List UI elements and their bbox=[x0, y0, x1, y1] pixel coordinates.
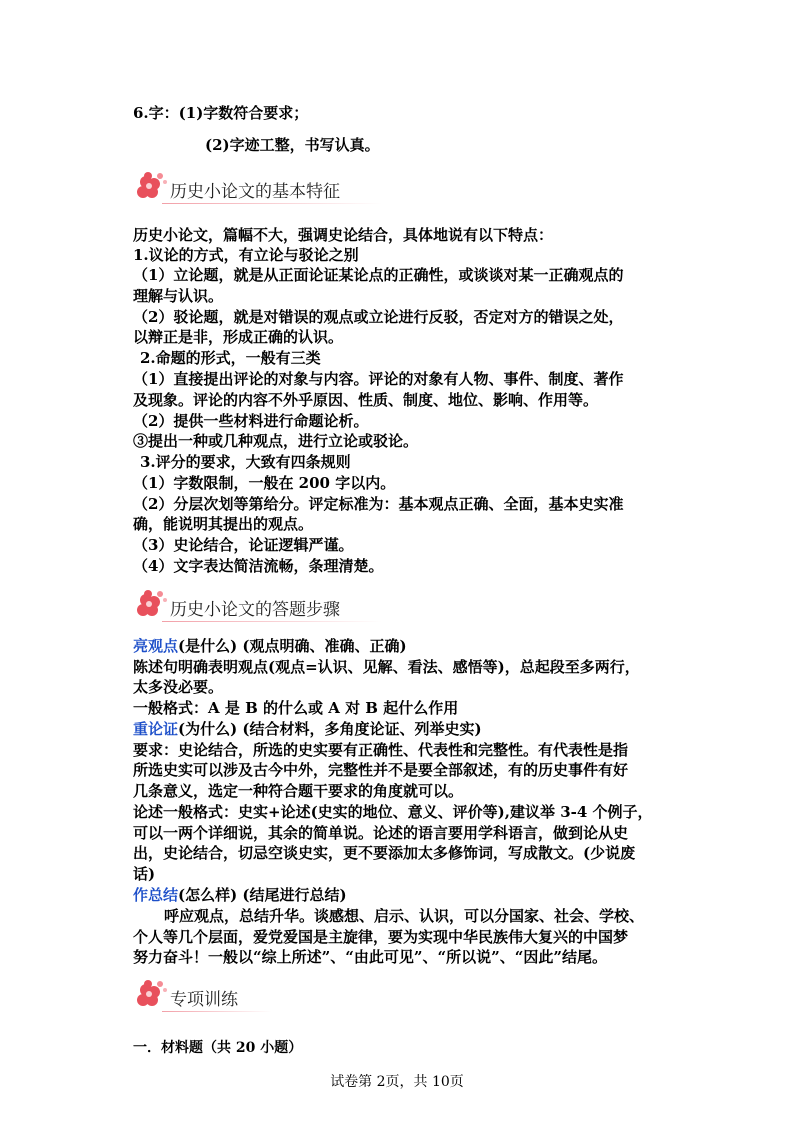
section-divider bbox=[162, 203, 382, 204]
question-section-title: 一．材料题（共 20 小题） bbox=[133, 1040, 303, 1056]
body-line: 1.议论的方式，有立论与驳论之别 bbox=[133, 246, 359, 264]
body-line: （2）分层次划等第给分。评定标准为：基本观点正确、全面，基本史实准 bbox=[133, 495, 624, 513]
step-keyword: 作总结 bbox=[133, 886, 179, 904]
step-heading bbox=[133, 635, 407, 657]
section-divider bbox=[162, 1011, 272, 1012]
body-line: 话) bbox=[133, 865, 156, 883]
body-line: 历史小论文，篇幅不大，强调史论结合，具体地说有以下特点： bbox=[133, 226, 554, 244]
body-line: （2）提供一些材料进行命题论析。 bbox=[133, 412, 369, 430]
flower-icon bbox=[132, 978, 172, 1014]
body-line: （3）史论结合，论证逻辑严谨。 bbox=[133, 536, 354, 554]
step-keyword: 亮观点 bbox=[133, 637, 179, 655]
step-keyword: 重论证 bbox=[133, 720, 179, 738]
section-header-steps bbox=[132, 588, 472, 624]
body-line: 一般格式：A 是 B 的什么或 A 对 B 起什么作用 bbox=[133, 699, 459, 717]
section-title: 历史小论文的答题步骤 bbox=[170, 600, 340, 620]
section-divider bbox=[162, 621, 382, 622]
body-line: （4）文字表达简洁流畅，条理清楚。 bbox=[133, 557, 384, 575]
body-line: （2）驳论题，就是对错误的观点或立论进行反驳，否定对方的错误之处， bbox=[133, 308, 624, 326]
body-line: 几条意义，选定一种符合题干要求的角度就可以。 bbox=[133, 782, 464, 800]
criterion-line: 6.字：(1)字数符合要求； bbox=[133, 104, 309, 122]
flower-icon bbox=[132, 588, 172, 624]
body-line: 及现象。评论的内容不外乎原因、性质、制度、地位、影响、作用等。 bbox=[133, 391, 599, 409]
step-heading bbox=[133, 884, 347, 906]
body-line: 出，史论结合，切忌空谈史实，更不要添加太多修饰词，写成散文。(少说废 bbox=[133, 844, 636, 862]
body-line: 太多没必要。 bbox=[133, 678, 224, 696]
body-line: （1）立论题，就是从正面论证某论点的正确性，或谈谈对某一正确观点的 bbox=[133, 266, 624, 284]
page-footer: 试卷第 2页，共 10页 bbox=[330, 1074, 464, 1090]
body-line: 3.评分的要求，大致有四条规则 bbox=[140, 453, 351, 471]
body-line: 努力奋斗！一般以“综上所述”、“由此可见”、“所以说”、“因此”结尾。 bbox=[133, 948, 608, 966]
section-title: 专项训练 bbox=[170, 990, 238, 1010]
body-line: 个人等几个层面，爱党爱国是主旋律，要为实现中华民族伟大复兴的中国梦 bbox=[133, 928, 629, 946]
section-header-training bbox=[132, 978, 472, 1014]
step-heading-rest: (是什么) (观点明确、准确、正确) bbox=[178, 637, 407, 655]
flower-icon bbox=[132, 170, 172, 206]
step-heading-rest: (怎么样) (结尾进行总结) bbox=[178, 886, 347, 904]
body-line: ③提出一种或几种观点，进行立论或驳论。 bbox=[133, 432, 419, 450]
criterion-line: (2)字迹工整，书写认真。 bbox=[205, 136, 380, 154]
body-line: （1）字数限制，一般在 200 字以内。 bbox=[133, 474, 396, 492]
section-header-features bbox=[132, 170, 472, 206]
body-line: 确，能说明其提出的观点。 bbox=[133, 515, 314, 533]
section-title: 历史小论文的基本特征 bbox=[170, 182, 340, 202]
body-line: 可以一两个详细说，其余的简单说。论述的语言要用学科语言，做到论从史 bbox=[133, 824, 629, 842]
body-line: （1）直接提出评论的对象与内容。评论的对象有人物、事件、制度、著作 bbox=[133, 370, 624, 388]
body-line: 所选史实可以涉及古今中外，完整性并不是要全部叙述，有的历史事件有好 bbox=[133, 761, 629, 779]
body-line: 2.命题的形式，一般有三类 bbox=[140, 349, 321, 367]
step-heading-rest: (为什么) (结合材料，多角度论证、列举史实) bbox=[178, 720, 482, 738]
body-line: 要求：史论结合，所选的史实要有正确性、代表性和完整性。有代表性是指 bbox=[133, 741, 629, 759]
body-line: 呼应观点，总结升华。谈感想、启示、认识，可以分国家、社会、学校、 bbox=[164, 907, 645, 925]
body-line: 论述一般格式：史实+论述(史实的地位、意义、评价等),建议举 3-4 个例子， bbox=[133, 803, 653, 821]
body-line: 理解与认识。 bbox=[133, 287, 224, 305]
body-line: 陈述句明确表明观点(观点=认识、见解、看法、感悟等)，总起段至多两行， bbox=[133, 658, 640, 676]
body-line: 以辩正是非，形成正确的认识。 bbox=[133, 328, 344, 346]
step-heading bbox=[133, 718, 482, 740]
